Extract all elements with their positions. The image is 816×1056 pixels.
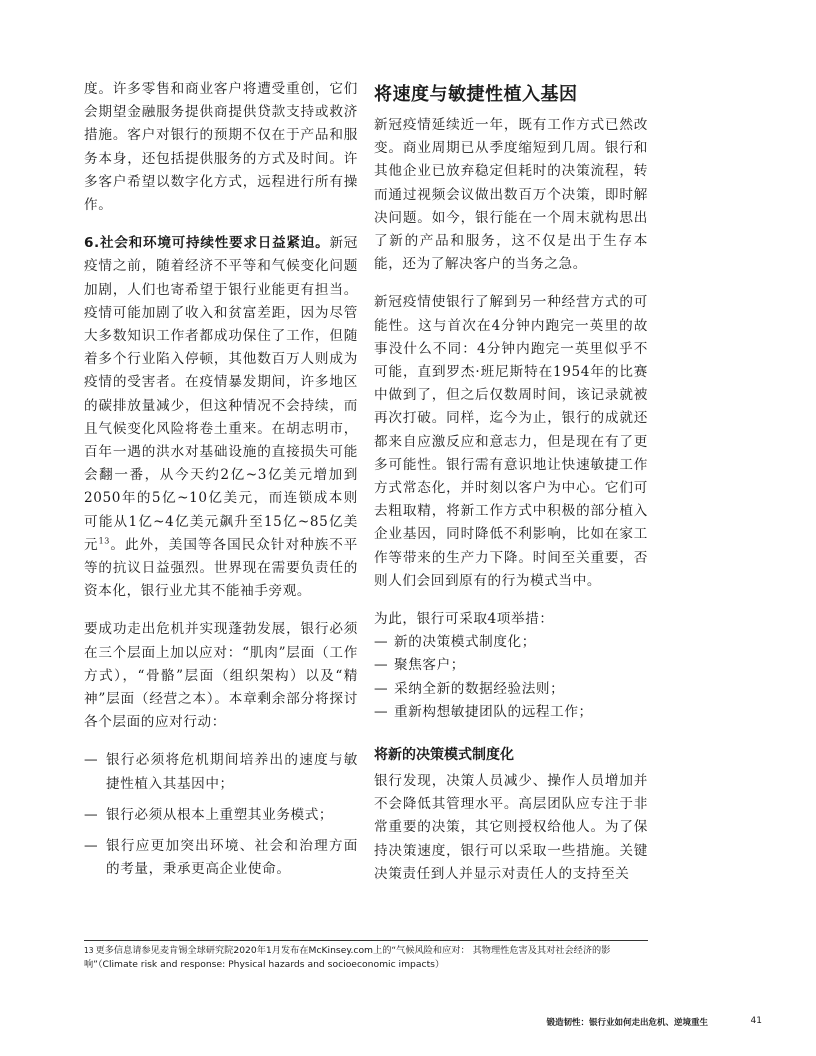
dash-bullet: — xyxy=(374,703,389,720)
dash-bullet: — xyxy=(374,680,389,697)
list-item: — 银行应更加突出环境、社会和治理方面的考量，秉承更高企业使命。 xyxy=(84,835,358,881)
right-column xyxy=(374,78,648,886)
page-number: 41 xyxy=(750,1016,762,1026)
footnote-text: 更多信息请参见麦肯锡全球研究院2020年1月发布在McKinsey.com上的“气候风险和应对： 其物理性危害及其对社会经济的影响”（Climate risk and response: Physical hazards and socioeconomic impacts） xyxy=(84,945,611,970)
dash-bullet: — xyxy=(374,657,389,674)
left-paragraph-2 xyxy=(84,232,358,603)
left-paragraph-1: 度。许多零售和商业客户将遭受重创，它们会期望金融服务提供商提供贷款支持或救济措施。客户对银行的预期不仅在于产品和服务本身，还包括提供服务的方式及时间。许多客户希望以数字化方式，远程进行所有操作。 xyxy=(84,81,358,214)
list-item: — 新的决策模式制度化； xyxy=(374,631,648,654)
list-item: — 重新构想敏捷团队的远程工作； xyxy=(374,701,648,724)
right-paragraph-3: 为此，银行可采取4项举措： xyxy=(374,611,554,628)
right-paragraph-2: 新冠疫情使银行了解到另一种经营方式的可能性。这与首次在4分钟内跑完一英里的故事没什么不同：4分钟内跑完一英里似乎不可能，直到罗杰·班尼斯特在1954年的比赛中做到了，但之后仅数周时间，该记录就被再次打破。同样，迄今为止，银行的成就还都来自应激反应和意志力，但是现在有了更多可能性。银行需有意识地让快速敏捷工作方式常态化，并时刻以客户为中心。它们可去粗取精，将新工作方式中积极的部分植入企业基因，同时降低不利影响，比如在家工作等带来的生产力下降。时间至关重要，否则人们会回到原有的行为模式当中。 xyxy=(374,294,648,589)
footnote xyxy=(84,944,648,972)
left-paragraph-2-body-a: 新冠疫情之前，随着经济不平等和气候变化问题加剧，人们也寄希望于银行业能更有担当。疫情可能加剧了收入和贫富差距，因为尽管大多数知识工作者都成功保住了工作，但随着多个行业陷入停顿，其他数百万人则成为疫情的受害者。在疫情暴发期间，许多地区的碳排放量减少，但这种情况不会持续，而且气候变化风险将卷土重来。在胡志明市，百年一遇的洪水对基础设施的直接损失可能会翻一番，从今天约2亿~3亿美元增加到2050年的5亿~10亿美元，而连锁成本则可能从1亿~4亿美元飙升至15亿~85亿美元 xyxy=(84,235,359,553)
left-column xyxy=(84,78,358,890)
footnote-divider xyxy=(84,940,648,941)
list-item: — 银行必须将危机期间培养出的速度与敏捷性植入其基因中； xyxy=(84,749,358,795)
page-footer xyxy=(0,1016,816,1032)
footnote-reference[interactable]: 13 xyxy=(98,536,110,546)
dash-bullet: — xyxy=(84,806,99,823)
subsection-title: 将新的决策模式制度化 xyxy=(374,747,514,764)
left-paragraph-2-body-b: 。此外，美国等各国民众针对种族不平等的抗议日益强烈。世界现在需要负责任的资本化，银行业尤其不能袖手旁观。 xyxy=(84,536,358,600)
list-item: — 采纳全新的数据经验法则； xyxy=(374,678,648,701)
section-title: 将速度与敏捷性植入基因 xyxy=(374,84,578,105)
dash-bullet: — xyxy=(374,634,389,651)
trend-6-heading: 6.社会和环境可持续性要求日益紧迫。 xyxy=(84,235,330,252)
footer-title: 锻造韧性：银行业如何走出危机、逆境重生 xyxy=(546,1018,708,1028)
dash-bullet: — xyxy=(84,838,99,855)
right-paragraph-1: 新冠疫情延续近一年，既有工作方式已然改变。商业周期已从季度缩短到几周。银行和其他企业已放弃稳定但耗时的决策流程，转而通过视频会议做出数百万个决策，即时解决问题。如今，银行能在一个周末就构思出了新的产品和服务，这不仅是出于生存本能，还为了解决客户的当务之急。 xyxy=(374,117,648,273)
dash-bullet: — xyxy=(84,752,99,769)
measures-list xyxy=(374,631,648,724)
list-item: — 聚焦客户； xyxy=(374,654,648,677)
action-list xyxy=(84,749,358,881)
left-paragraph-3: 要成功走出危机并实现蓬勃发展，银行必须在三个层面上加以应对：“肌肉”层面（工作方式），“骨骼”层面（组织架构）以及“精神”层面（经营之本）。本章剩余部分将探讨各个层面的应对行动： xyxy=(84,621,358,731)
list-item: — 银行必须从根本上重塑其业务模式； xyxy=(84,804,358,827)
right-paragraph-4: 银行发现，决策人员减少、操作人员增加并不会降低其管理水平。高层团队应专注于非常重要的决策，其它则授权给他人。为了保持决策速度，银行可以采取一些措施。关键决策责任到人并显示对责任人的支持至关 xyxy=(374,773,648,882)
footnote-number: 13 xyxy=(84,946,94,955)
